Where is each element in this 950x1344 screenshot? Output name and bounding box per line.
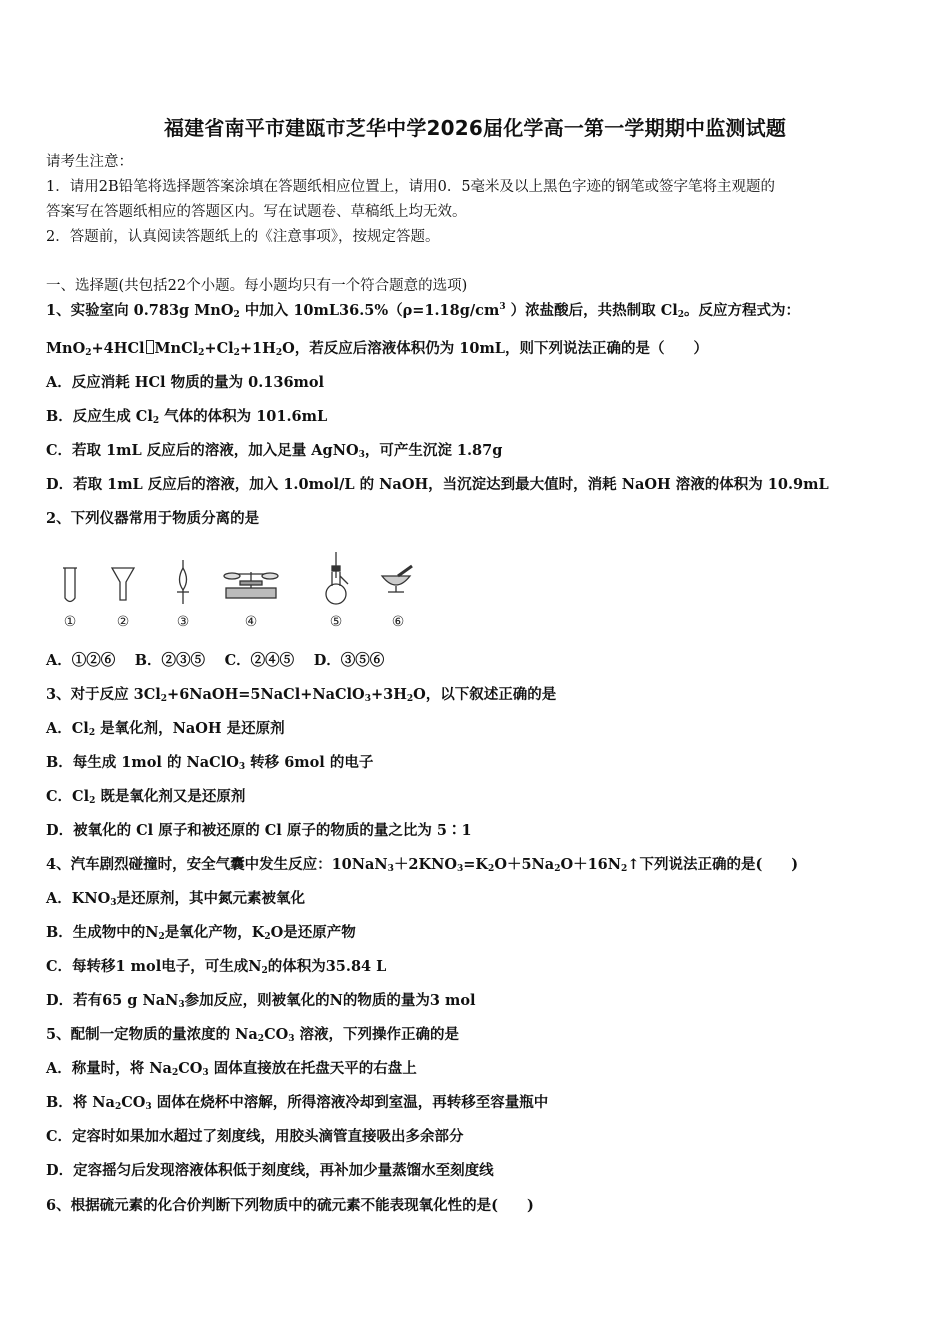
q5-stem (46, 1025, 459, 1045)
apparatus-label-6: ⑥ (391, 614, 405, 630)
q4-sub: 2 (264, 932, 271, 942)
notice-heading: 请考生注意： (46, 154, 133, 170)
balance-icon (224, 572, 278, 598)
q4-text: 的体积为35.84 L (267, 958, 387, 975)
q4-text: A．KNO (46, 890, 111, 907)
apparatus-figure (46, 548, 426, 636)
q5-text: CO (178, 1060, 203, 1077)
q4-text: 参加反应，则被氧化的N的物质的量为3 mol (184, 992, 476, 1009)
q3-text: B．每生成 1mol 的 NaClO (46, 754, 239, 771)
q1-option-d: D．若取 1mL 反应后的溶液，加入 1.0mol/L 的 NaOH，当沉淀达到最大值时，消耗 NaOH 溶液的体积为 10.9mL (46, 476, 829, 493)
q1-sub: 2 (198, 348, 205, 358)
q3-option-c (46, 787, 245, 807)
q5-option-c: C．定容时如果加水超过了刻度线，用胶头滴管直接吸出多余部分 (46, 1128, 464, 1145)
q4-text: O＋5Na (494, 856, 555, 873)
notice-item-1-line-2: 答案写在答题纸相应的答题区内。写在试题卷、草稿纸上均无效。 (46, 204, 467, 220)
q5-option-a (46, 1059, 417, 1079)
notice-item-2: 2．答题前，认真阅读答题纸上的《注意事项》，按规定答题。 (46, 229, 440, 245)
q4-sub: 2 (621, 864, 628, 874)
q4-text: D．若有65 g NaN (46, 992, 179, 1009)
apparatus-label-2: ② (116, 614, 130, 630)
q4-text: ↑下列说法正确的是( ) (627, 856, 799, 873)
q4-text: O是还原产物 (270, 924, 356, 941)
q1-sub: 2 (85, 348, 92, 358)
q4-option-a (46, 889, 305, 909)
q3-sub: 2 (88, 728, 96, 738)
q4-sub: 2 (261, 966, 268, 976)
q5-sub: 3 (202, 1068, 209, 1078)
q3-text: +3H (370, 686, 407, 703)
q1-text: O，若反应后溶液体积仍为 10mL，则下列说法正确的是（ ） (282, 340, 709, 357)
q1-text: ）浓盐酸后，共热制取 Cl (505, 302, 678, 319)
page-title: 福建省南平市建瓯市芝华中学2026届化学高一第一学期期中监测试题 (163, 116, 787, 140)
q3-sub: 3 (238, 762, 246, 772)
q5-sub: 2 (171, 1068, 179, 1078)
q4-sub: 2 (158, 932, 165, 942)
q5-sub: 2 (114, 1102, 122, 1112)
apparatus-label-1: ① (63, 614, 77, 630)
q5-option-b (46, 1093, 548, 1113)
q1-text: ，可产生沉淀 1.87g (364, 442, 503, 459)
q4-sub: 3 (457, 864, 464, 874)
q4-text: =K (463, 856, 489, 873)
q3-sub: 2 (160, 694, 168, 704)
q1-option-b (46, 407, 327, 427)
q1-text: MnO (46, 340, 86, 357)
q5-text: CO (121, 1094, 146, 1111)
separatory-funnel-icon (177, 560, 189, 604)
q3-text: +6NaOH=5NaCl+NaClO (167, 686, 365, 703)
q3-option-b (46, 753, 373, 773)
q2-options: A．①②⑥ B．②③⑤ C．②④⑤ D．③⑤⑥ (46, 652, 385, 669)
q3-text: 既是氧化剂又是还原剂 (95, 788, 246, 805)
q4-option-b (46, 923, 356, 943)
q5-text: A．称量时，将 Na (46, 1060, 172, 1077)
q1-sub: 2 (152, 416, 160, 426)
q1-sub: 2 (275, 348, 283, 358)
q3-text: 转移 6mol 的电子 (245, 754, 374, 771)
q5-text: CO (264, 1026, 289, 1043)
q4-text: ＋2KNO (393, 856, 458, 873)
q1-text: +1H (239, 340, 276, 357)
q3-option-a (46, 719, 285, 739)
q3-text: C．Cl (46, 788, 90, 805)
q3-option-d: D．被氧化的 Cl 原子和被还原的 Cl 原子的物质的量之比为 5∶1 (46, 822, 472, 839)
q4-text: 4、汽车剧烈碰撞时，安全气囊中发生反应：10NaN (46, 856, 388, 873)
q3-text: A．Cl (46, 720, 89, 737)
q1-text: 中加入 10mL36.5%（ρ=1.18g/cm (239, 302, 500, 319)
q1-text: +4HCl (91, 340, 145, 357)
q5-text: 溶液，下列操作正确的是 (294, 1026, 460, 1043)
apparatus-label-3: ③ (176, 614, 190, 630)
q4-text: C．每转移1 mol电子，可生成N (46, 958, 262, 975)
q5-sub: 3 (145, 1102, 152, 1112)
q1-option-c (46, 441, 502, 461)
q5-option-d: D．定容摇匀后发现溶液体积低于刻度线，再补加少量蒸馏水至刻度线 (46, 1162, 494, 1179)
q5-text: 固体直接放在托盘天平的右盘上 (208, 1060, 417, 1077)
q2-stem: 2、下列仪器常用于物质分离的是 (46, 510, 260, 527)
q1-text: C．若取 1mL 反应后的溶液，加入足量 AgNO (46, 442, 359, 459)
test-tube-icon (63, 568, 77, 602)
q1-stem-line-1 (46, 301, 800, 321)
q3-stem (46, 685, 556, 705)
q5-text: 固体在烧杯中溶解，所得溶液冷却到室温，再转移至容量瓶中 (151, 1094, 549, 1111)
q1-text: +Cl (204, 340, 234, 357)
q1-text: B．反应生成 Cl (46, 408, 153, 425)
q5-sub: 2 (257, 1034, 265, 1044)
q3-text: 3、对于反应 3Cl (46, 686, 161, 703)
q4-text: 是还原剂，其中氮元素被氧化 (116, 890, 306, 907)
section-heading: 一、选择题(共包括22个小题。每小题均只有一个符合题意的选项) (46, 278, 468, 294)
apparatus-label-4: ④ (244, 614, 258, 630)
q4-sub: 2 (488, 864, 495, 874)
q1-text: MnCl (154, 340, 199, 357)
q1-sub: 2 (677, 310, 685, 320)
q3-text: O，以下叙述正确的是 (413, 686, 557, 703)
q1-sup: 3 (499, 302, 506, 312)
q4-sub: 3 (387, 864, 394, 874)
q1-option-a: A．反应消耗 HCl 物质的量为 0.136mol (46, 374, 325, 391)
q1-sub: 2 (233, 310, 240, 320)
q4-text: 是氧化产物，K (164, 924, 265, 941)
apparatus-label-5: ⑤ (329, 614, 343, 630)
q4-sub: 2 (554, 864, 561, 874)
q4-text: O＋16N (560, 856, 622, 873)
q4-sub: 3 (110, 898, 117, 908)
q4-option-c (46, 957, 386, 977)
q3-sub: 2 (406, 694, 414, 704)
q1-sub: 3 (358, 450, 365, 460)
q5-text: B．将 Na (46, 1094, 115, 1111)
q5-text: 5、配制一定物质的量浓度的 Na (46, 1026, 258, 1043)
q1-text: 气体的体积为 101.6mL (159, 408, 328, 425)
q4-stem (46, 855, 798, 875)
q1-stem-line-2 (46, 339, 708, 359)
mortar-pestle-icon (382, 566, 412, 592)
notice-item-1-line-1: 1．请用2B铅笔将选择题答案涂填在答题纸相应位置上，请用0．5毫米及以上黑色字迹的钢笔或签字笔将主观题的 (46, 179, 776, 195)
q1-sub: 2 (233, 348, 240, 358)
q4-option-d (46, 991, 476, 1011)
q1-text: 1、实验室向 0.783g MnO (46, 302, 234, 319)
missing-glyph-box (146, 340, 154, 354)
q3-sub: 2 (89, 796, 96, 806)
q5-sub: 3 (288, 1034, 295, 1044)
q4-text: B．生成物中的N (46, 924, 159, 941)
q1-text: 。反应方程式为： (684, 302, 801, 319)
q4-sub: 3 (178, 1000, 185, 1010)
distillation-flask-icon (326, 552, 348, 604)
q3-sub: 3 (364, 694, 371, 704)
funnel-icon (112, 568, 134, 600)
q3-text: 是氧化剂，NaOH 是还原剂 (95, 720, 285, 737)
q6-stem: 6、根据硫元素的化合价判断下列物质中的硫元素不能表现氧化性的是( ) (46, 1197, 534, 1214)
